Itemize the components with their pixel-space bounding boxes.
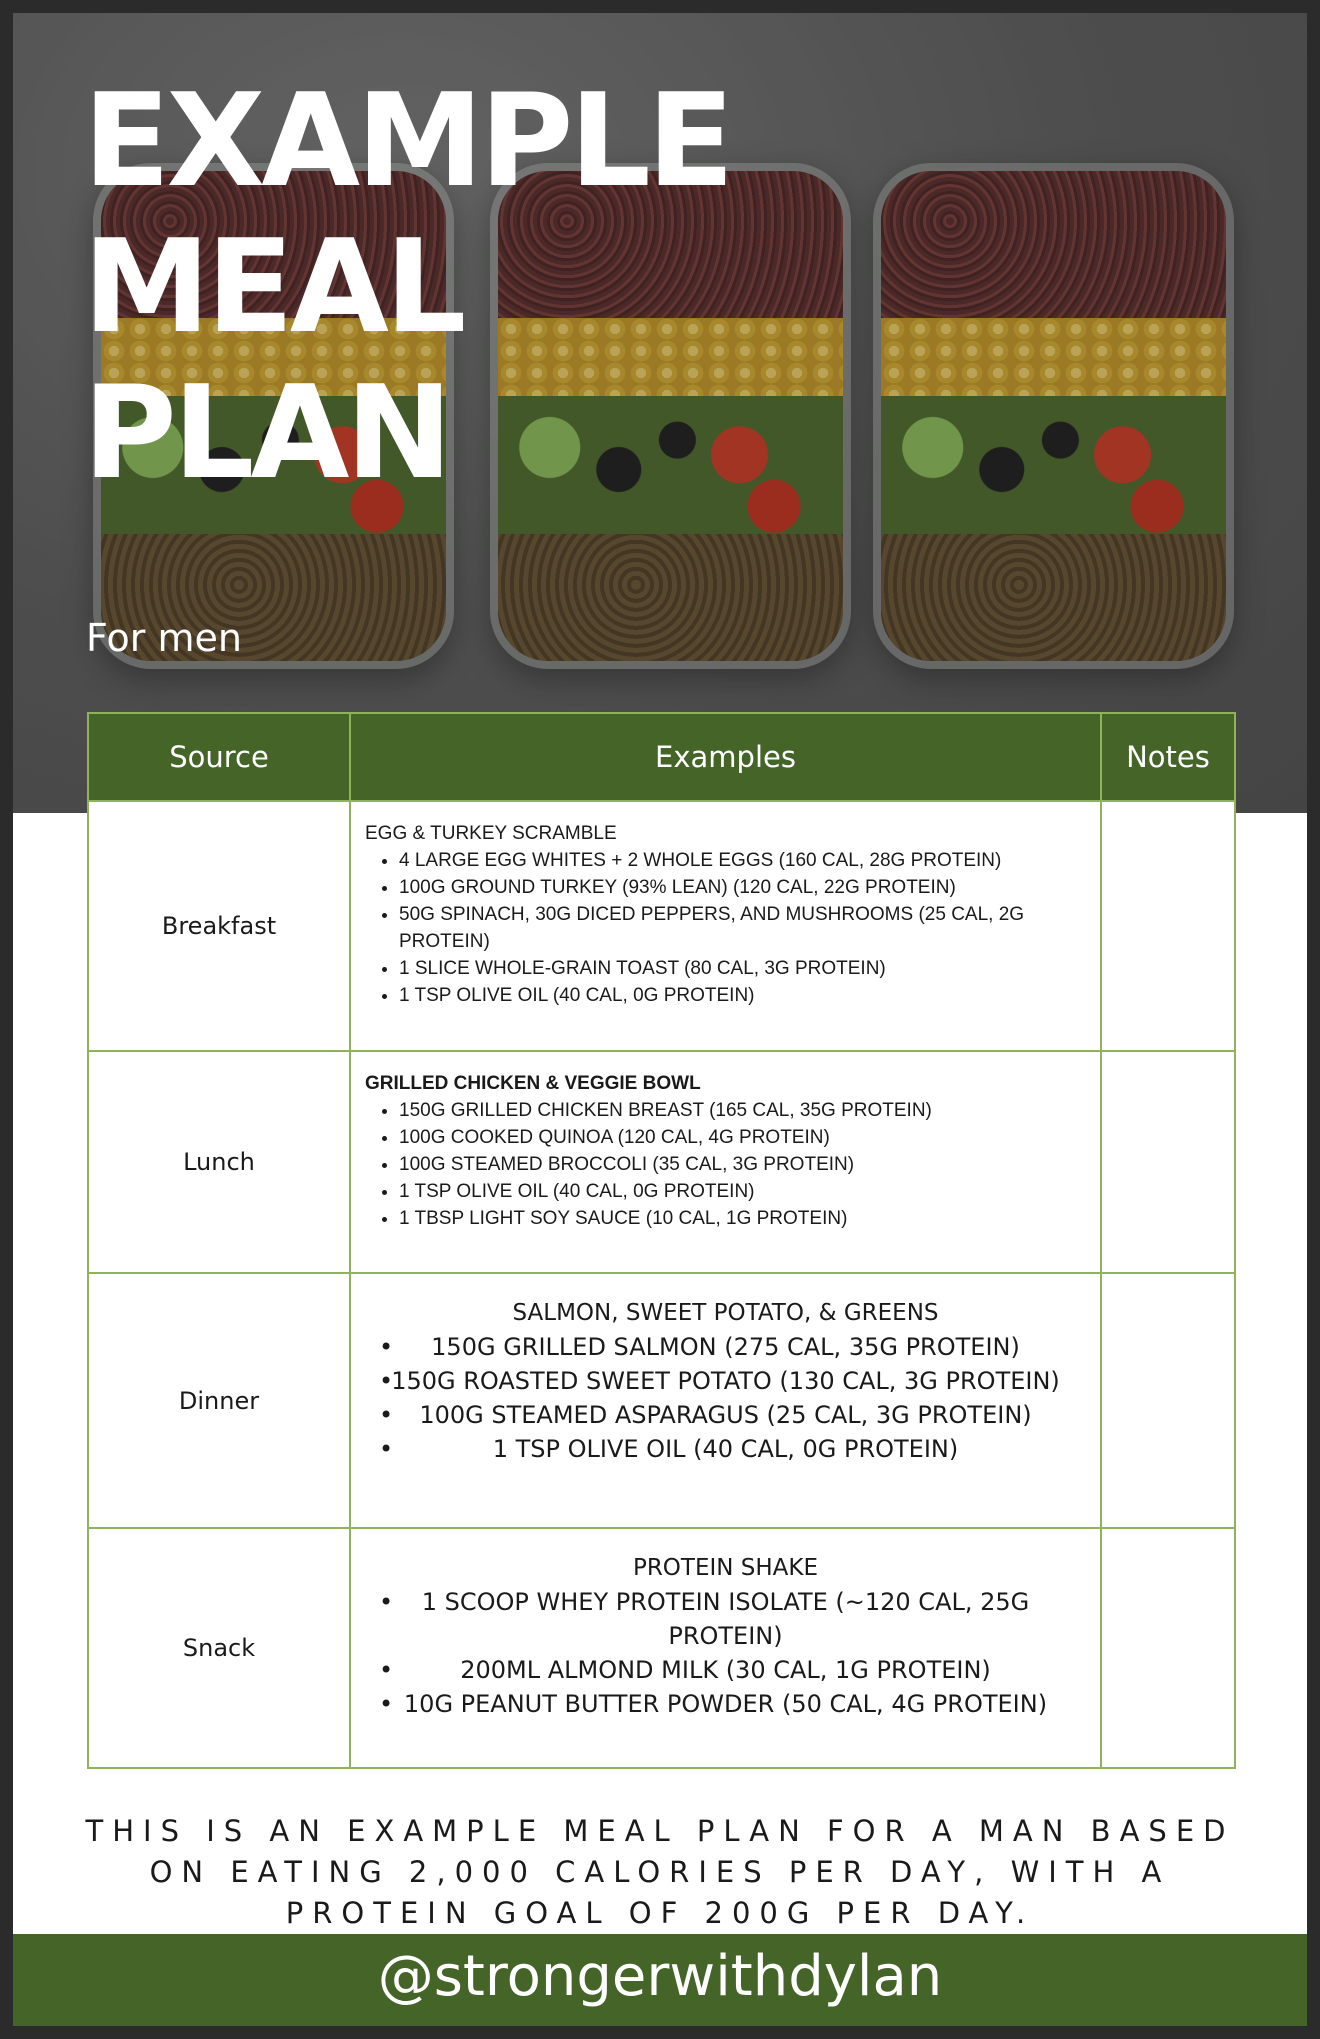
meal-item: • 100G GROUND TURKEY (93% LEAN) (120 CAL, 22G PROTEIN): [399, 874, 1088, 901]
meal-item: • 150G GRILLED SALMON (275 CAL, 35G PROTEIN): [361, 1330, 1090, 1364]
title-line: MEAL: [83, 213, 463, 362]
meal-item: • 100G STEAMED ASPARAGUS (25 CAL, 3G PROTEIN): [361, 1398, 1090, 1432]
meal-item-list: [361, 1585, 1090, 1721]
meal-heading: SALMON, SWEET POTATO, & GREENS: [512, 1300, 939, 1326]
meal-notes: [1101, 1051, 1235, 1273]
footer-bar: [13, 1934, 1307, 2026]
meal-heading: EGG & TURKEY SCRAMBLE: [365, 823, 617, 844]
column-header-notes: Notes: [1101, 713, 1235, 801]
meal-plan-table: [87, 712, 1236, 1769]
title-line: EXAMPLE: [83, 67, 731, 216]
meal-source: Lunch: [88, 1051, 350, 1273]
table-row: [88, 1051, 1235, 1273]
table-row: [88, 1273, 1235, 1528]
title-line: PLAN: [83, 359, 449, 508]
page-title: [83, 69, 730, 507]
meal-examples: [350, 1051, 1101, 1273]
subtitle: For men: [86, 616, 242, 660]
meal-item: • 100G STEAMED BROCCOLI (35 CAL, 3G PROTEIN): [399, 1151, 1088, 1178]
meal-notes: [1101, 801, 1235, 1051]
table-header-row: [88, 713, 1235, 801]
meal-item: • 1 TBSP LIGHT SOY SAUCE (10 CAL, 1G PROTEIN): [399, 1205, 1088, 1232]
meal-item: • 4 LARGE EGG WHITES + 2 WHOLE EGGS (160 CAL, 28G PROTEIN): [399, 847, 1088, 874]
column-header-source: Source: [88, 713, 350, 801]
meal-item: • 150G GRILLED CHICKEN BREAST (165 CAL, 35G PROTEIN): [399, 1097, 1088, 1124]
meal-item: • 1 TSP OLIVE OIL (40 CAL, 0G PROTEIN): [399, 982, 1088, 1009]
meal-item-list: [361, 1330, 1090, 1466]
meal-item: • 150G ROASTED SWEET POTATO (130 CAL, 3G PROTEIN): [361, 1364, 1090, 1398]
meal-item: • 1 TSP OLIVE OIL (40 CAL, 0G PROTEIN): [399, 1178, 1088, 1205]
column-header-examples: Examples: [350, 713, 1101, 801]
meal-item: • 50G SPINACH, 30G DICED PEPPERS, AND MUSHROOMS (25 CAL, 2G PROTEIN): [399, 901, 1088, 955]
meal-item: • 10G PEANUT BUTTER POWDER (50 CAL, 4G PROTEIN): [361, 1687, 1090, 1721]
meal-item: • 200ML ALMOND MILK (30 CAL, 1G PROTEIN): [361, 1653, 1090, 1687]
meal-source: Dinner: [88, 1273, 350, 1528]
meal-item-list: [365, 1097, 1088, 1232]
social-handle: @strongerwithdylan: [377, 1944, 943, 2009]
meal-item-list: [365, 847, 1088, 1009]
meal-heading: GRILLED CHICKEN & VEGGIE BOWL: [365, 1073, 701, 1094]
meal-item: • 1 SLICE WHOLE-GRAIN TOAST (80 CAL, 3G PROTEIN): [399, 955, 1088, 982]
footnote: THIS IS AN EXAMPLE MEAL PLAN FOR A MAN BASED ON EATING 2,000 CALORIES PER DAY, WITH A PROTEIN GOAL OF 200G PER DAY.: [85, 1814, 1235, 1930]
meal-examples: [350, 1273, 1101, 1528]
meal-item: • 100G COOKED QUINOA (120 CAL, 4G PROTEIN): [399, 1124, 1088, 1151]
table-row: [88, 1528, 1235, 1768]
meal-notes: [1101, 1528, 1235, 1768]
meal-item: • 1 SCOOP WHEY PROTEIN ISOLATE (~120 CAL, 25G PROTEIN): [361, 1585, 1090, 1653]
meal-examples: [350, 1528, 1101, 1768]
meal-plan-page: [13, 13, 1307, 2026]
table-row: [88, 801, 1235, 1051]
meal-source: Snack: [88, 1528, 350, 1768]
meal-heading: PROTEIN SHAKE: [632, 1555, 819, 1581]
meal-source: Breakfast: [88, 801, 350, 1051]
meal-examples: [350, 801, 1101, 1051]
meal-item: • 1 TSP OLIVE OIL (40 CAL, 0G PROTEIN): [361, 1432, 1090, 1466]
meal-notes: [1101, 1273, 1235, 1528]
